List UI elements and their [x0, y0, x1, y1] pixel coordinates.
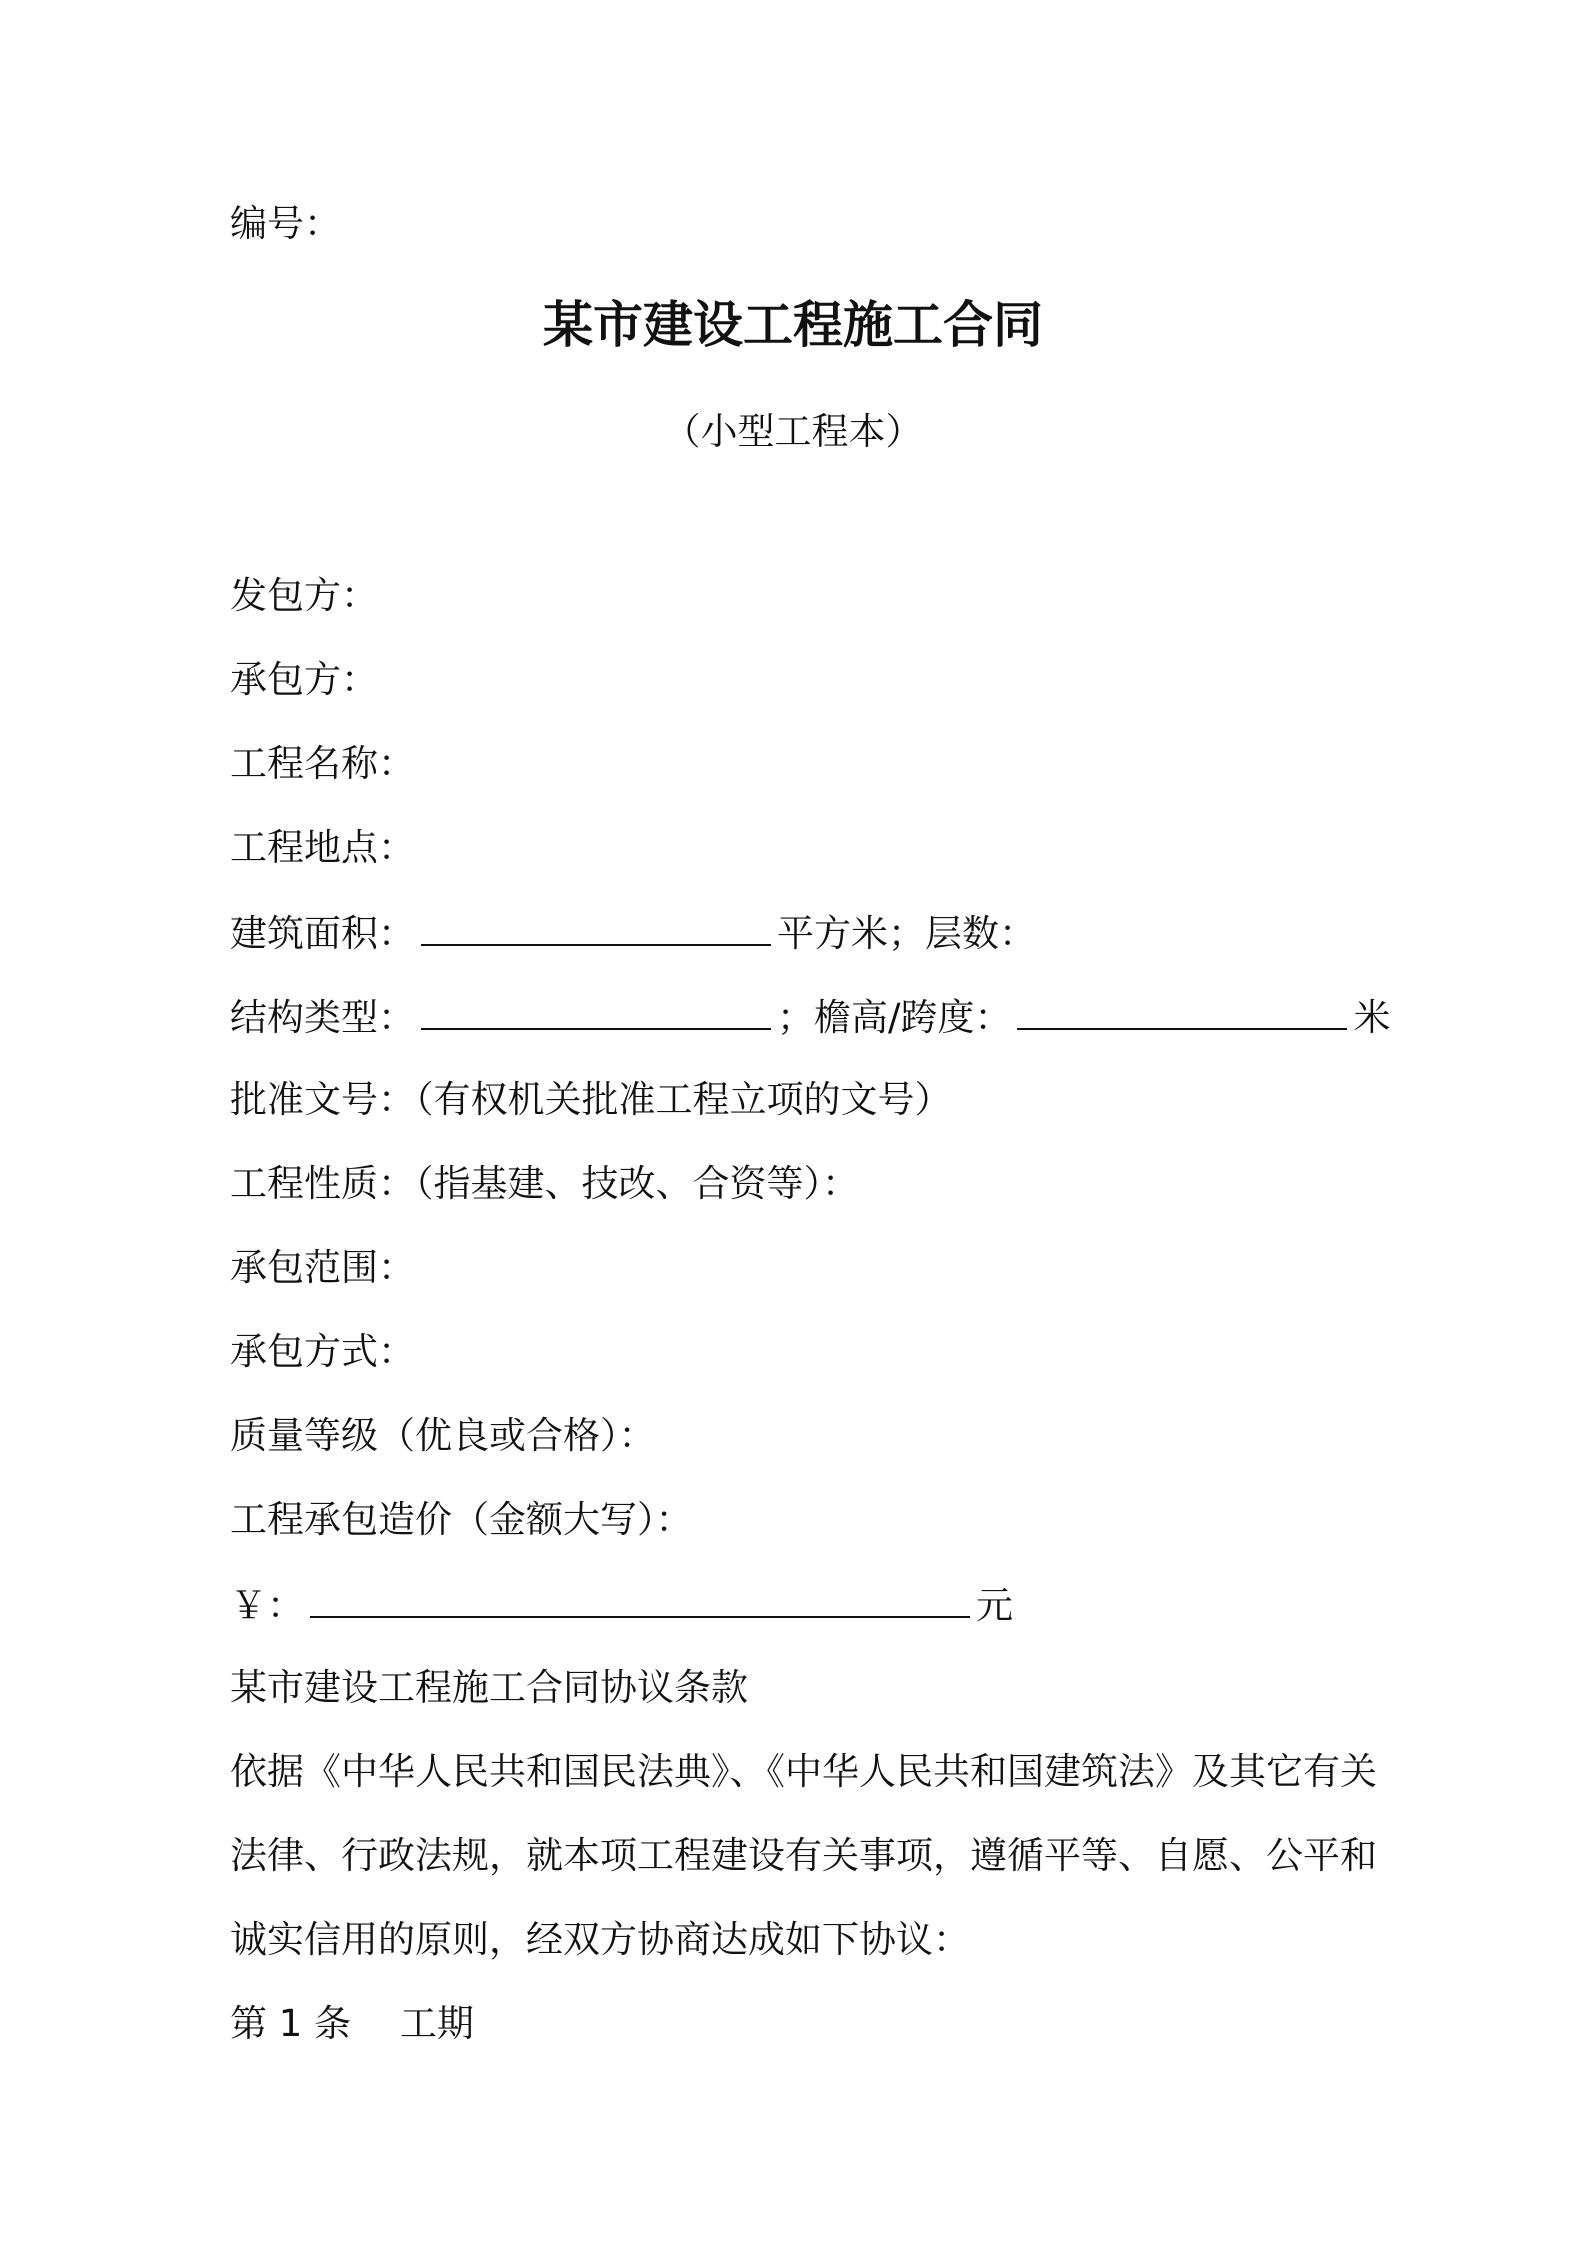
agreement-paragraph-line-1: 依据《中华人民共和国民法典》、《中华人民共和国建筑法》及其它有关: [230, 1750, 1377, 1793]
article-1-heading: 第 1 条 工期: [230, 2002, 474, 2045]
contract-price-field: 工程承包造价（金额大写）：: [230, 1498, 693, 1541]
structure-type-blank[interactable]: [421, 990, 771, 1030]
quality-grade-field: 质量等级（优良或合格）：: [230, 1414, 656, 1457]
structure-type-label: 结构类型：: [230, 996, 415, 1039]
building-area-unit: 平方米；层数：: [777, 912, 1036, 955]
contract-mode-field: 承包方式：: [230, 1330, 415, 1373]
project-nature-field: 工程性质：（指基建、技改、合资等）：: [230, 1162, 859, 1205]
number-label: 编号：: [230, 202, 341, 245]
eave-height-blank[interactable]: [1017, 990, 1347, 1030]
project-name-field: 工程名称：: [230, 742, 415, 785]
agreement-paragraph-line-3: 诚实信用的原则，经双方协商达成如下协议：: [230, 1918, 970, 1961]
agreement-paragraph-line-2: 法律、行政法规，就本项工程建设有关事项，遵循平等、自愿、公平和: [230, 1834, 1377, 1877]
employer-field: 发包方：: [230, 574, 378, 617]
yen-amount-blank[interactable]: [310, 1578, 970, 1618]
yen-unit: 元: [976, 1584, 1013, 1627]
building-area-label: 建筑面积：: [230, 912, 415, 955]
structure-type-row: [230, 990, 1390, 1044]
yen-row: [230, 1578, 1013, 1632]
project-location-field: 工程地点：: [230, 826, 415, 869]
building-area-blank[interactable]: [421, 906, 771, 946]
page-subtitle: （小型工程本）: [663, 410, 923, 453]
eave-height-unit: 米: [1353, 996, 1391, 1039]
contract-scope-field: 承包范围：: [230, 1246, 415, 1289]
agreement-heading: 某市建设工程施工合同协议条款: [230, 1666, 748, 1709]
page-title: 某市建设工程施工合同: [543, 296, 1043, 354]
yen-label: ￥：: [230, 1584, 304, 1627]
building-area-row: [230, 906, 1036, 960]
eave-height-label: ；檐高/跨度：: [777, 996, 1012, 1039]
contractor-field: 承包方：: [230, 658, 378, 701]
approval-no-field: 批准文号：（有权机关批准工程立项的文号）: [230, 1078, 952, 1121]
